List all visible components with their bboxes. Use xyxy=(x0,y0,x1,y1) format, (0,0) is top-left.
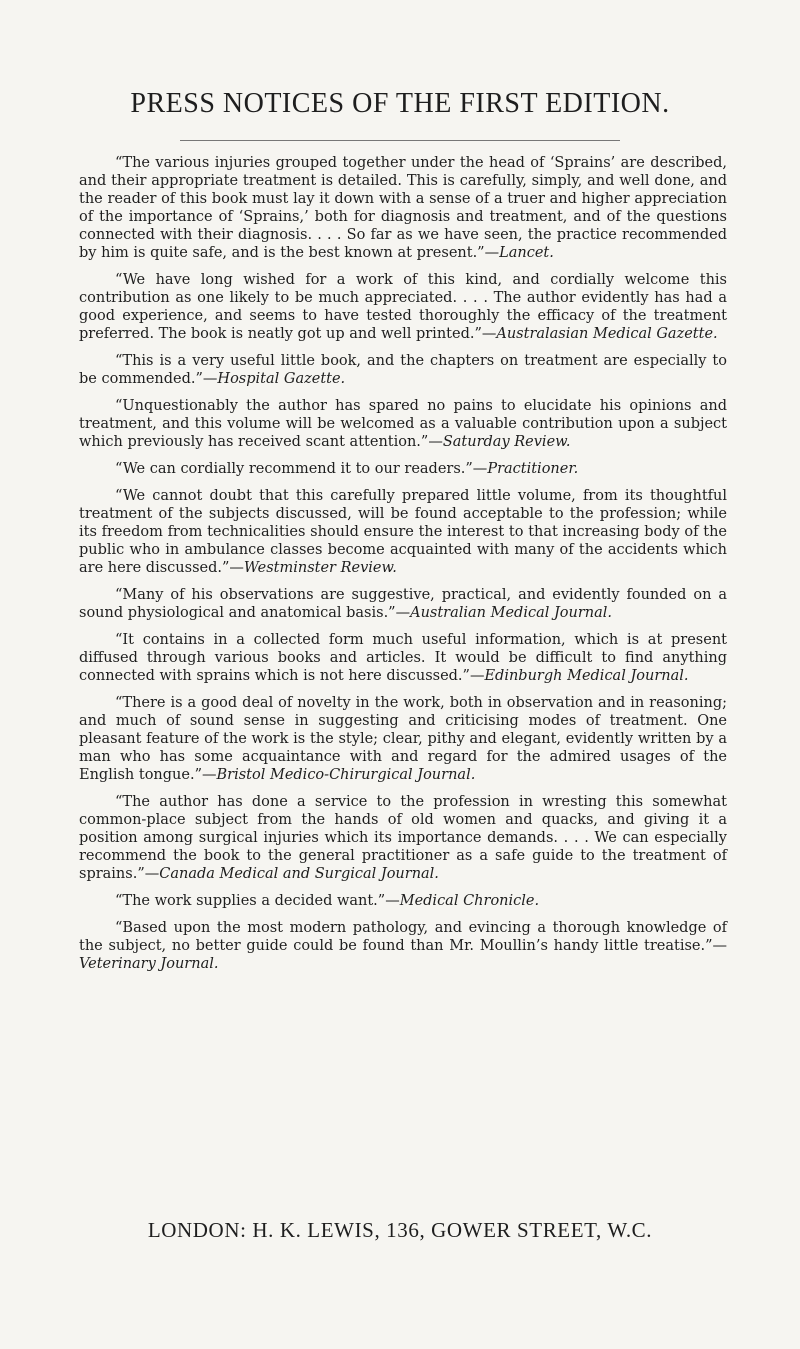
notice-text: “The work supplies a decided want.”— xyxy=(115,893,400,909)
notices-list xyxy=(79,154,727,982)
notice-text: “Unquestionably the author has spared no pains to elucidate his opinions and treatment, and this volume will be welcomed as a valuable contribution upon a subject which previously has received scant attention.”— xyxy=(79,398,727,450)
notice-text: “It contains in a collected form much useful information, which is at present diffused through various books and articles. It would be difficult to find anything connected with sprains which is not here discussed.”— xyxy=(79,632,727,684)
notice-source: Veterinary Journal. xyxy=(79,956,219,972)
press-notice xyxy=(79,892,727,910)
notice-text: “We have long wished for a work of this kind, and cordially welcome this contribution as one likely to be much appreciated. . . . The author evidently has had a good experience, and seems to have tested thoroughly the efficacy of the treatment preferred. The book is neatly got up and well printed.”— xyxy=(79,272,727,342)
press-notice xyxy=(79,271,727,343)
press-notice xyxy=(79,154,727,262)
press-notice xyxy=(79,352,727,388)
notice-text: “We can cordially recommend it to our readers.”— xyxy=(115,461,488,477)
notice-source: Bristol Medico-Chirurgical Journal. xyxy=(216,767,476,783)
publisher-imprint: LONDON: H. K. LEWIS, 136, GOWER STREET, W.C. xyxy=(147,1218,653,1242)
notice-text: “Many of his observations are suggestive, practical, and evidently founded on a sound physiological and anatomical basis.”— xyxy=(79,587,727,621)
notice-text: “We cannot doubt that this carefully prepared little volume, from its thoughtful treatment of the subjects discussed, will be found acceptable to the profession; while its freedom from technicalities should ensure the interest to that increasing body of the public who in ambulance classes become acquainted with many of the accidents which are here discussed.”— xyxy=(79,488,727,576)
notice-source: Australian Medical Journal. xyxy=(410,605,613,621)
press-notice xyxy=(79,793,727,883)
notice-source: Lancet. xyxy=(499,245,554,261)
press-notice xyxy=(79,586,727,622)
press-notice xyxy=(79,487,727,577)
notice-source: Practitioner. xyxy=(487,461,579,477)
notice-source: Saturday Review. xyxy=(442,434,571,450)
notice-source: Edinburgh Medical Journal. xyxy=(484,668,689,684)
notice-source: Australasian Medical Gazette. xyxy=(496,326,718,342)
title-rule xyxy=(180,140,620,141)
press-notice xyxy=(79,694,727,784)
press-notice xyxy=(79,631,727,685)
press-notice xyxy=(79,460,727,478)
notice-source: Westminster Review. xyxy=(243,560,397,576)
press-notice xyxy=(79,919,727,973)
notice-text: “The various injuries grouped together under the head of ‘Sprains’ are described, and their appropriate treatment is detailed. This is carefully, simply, and well done, and the reader of this book must lay it down with a sense of a truer and higher appreciation of the importance of ‘Sprains,’ both for diagnosis and treatment, and of the questions connected with their diagnosis. . . . So far as we have seen, the practice recommended by him is quite safe, and is the best known at present.”— xyxy=(79,155,727,261)
page-title: PRESS NOTICES OF THE FIRST EDITION. xyxy=(130,88,670,119)
notice-text: “The author has done a service to the profession in wresting this somewhat common-place subject from the hands of old women and quacks, and giving it a position among surgical injuries which its importance demands. . . . We can especially recommend the book to the general practitioner as a safe guide to the treatment of sprains.”— xyxy=(79,794,727,882)
notice-source: Medical Chronicle. xyxy=(399,893,540,909)
notice-text: “There is a good deal of novelty in the work, both in observation and in reasoning; and much of sound sense in suggesting and criticising modes of treatment. One pleasant feature of the work is the style; clear, pithy and elegant, evidently written by a man who has some acquaintance with and regard for the admired usages of the English tongue.”— xyxy=(79,695,727,783)
notice-text: “Based upon the most modern pathology, and evincing a thorough knowledge of the subject, no better guide could be found than Mr. Moullin’s handy little treatise.”— xyxy=(79,920,727,954)
notice-source: Canada Medical and Surgical Journal. xyxy=(159,866,439,882)
notice-source: Hospital Gazette. xyxy=(217,371,346,387)
press-notice xyxy=(79,397,727,451)
notice-text: “This is a very useful little book, and the chapters on treatment are especially to be commended.”— xyxy=(79,353,727,387)
